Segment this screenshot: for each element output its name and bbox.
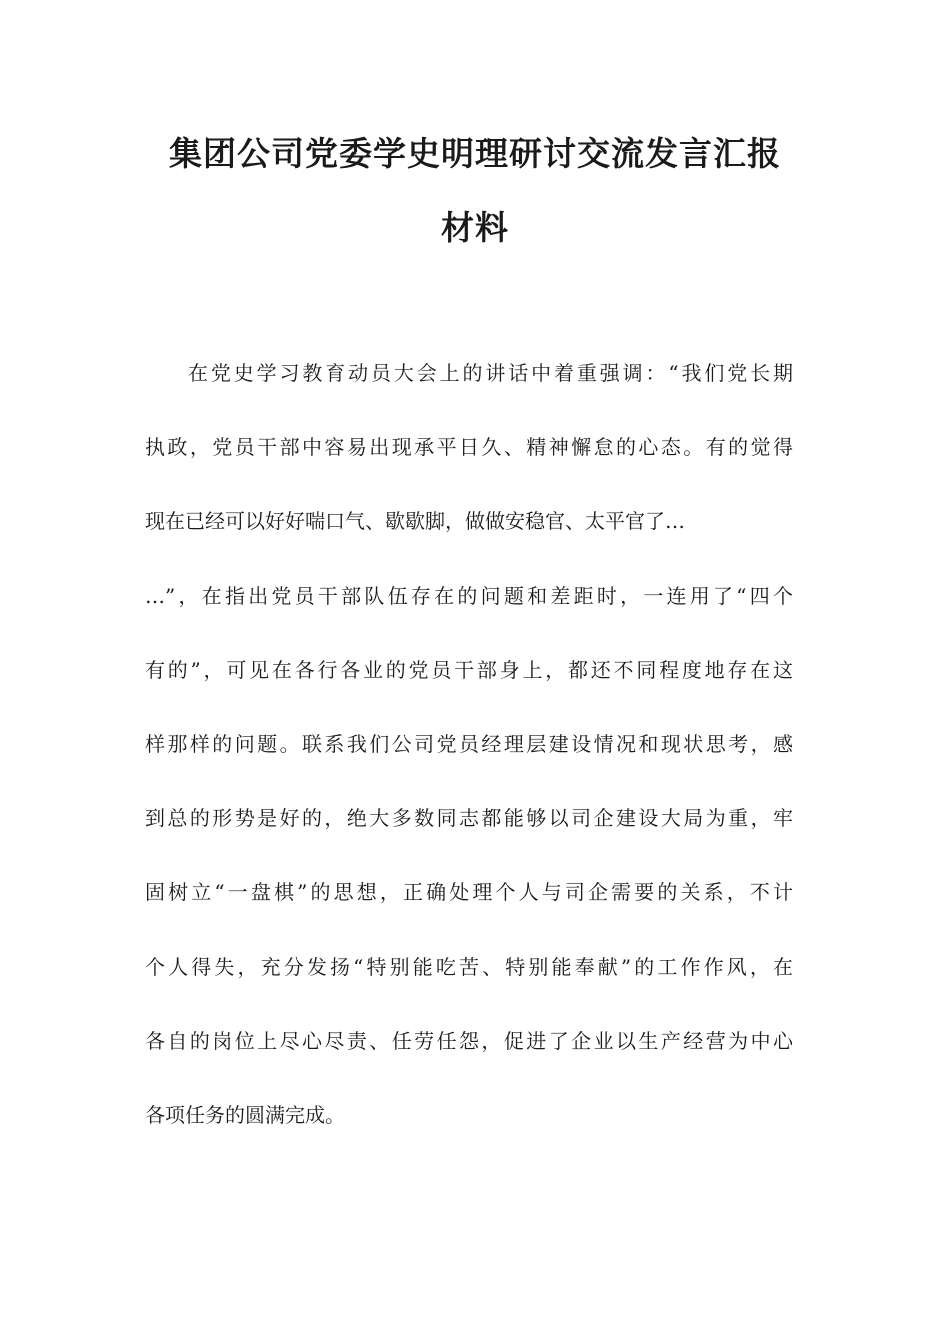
paragraph-line: 有的”，可见在各行各业的党员干部身上，都还不同程度地存在这 bbox=[145, 657, 793, 682]
title-line: 集团公司党委学史明理研讨交流发言汇报 bbox=[169, 134, 781, 173]
paragraph-line: 现在已经可以好好喘口气、歇歇脚，做做安稳官、太平官了… bbox=[145, 509, 685, 534]
paragraph-line: 各自的岗位上尽心尽责、任劳任怨，促进了企业以生产经营为中心 bbox=[145, 1028, 793, 1053]
paragraph-line: 样那样的问题。联系我们公司党员经理层建设情况和现状思考，感 bbox=[145, 732, 793, 757]
document-title bbox=[145, 117, 805, 265]
paragraph-line: 执政，党员干部中容易出现承平日久、精神懈怠的心态。有的觉得 bbox=[145, 435, 793, 460]
paragraph-line: 固树立“一盘棋”的思想，正确处理个人与司企需要的关系，不计 bbox=[145, 880, 793, 905]
body-paragraph bbox=[145, 336, 793, 1152]
title-line: 材料 bbox=[441, 208, 509, 247]
paragraph-line: 个人得失，充分发扬“特别能吃苦、特别能奉献”的工作作风，在 bbox=[145, 954, 793, 979]
paragraph-line: 在党史学习教育动员大会上的讲话中着重强调：“我们党长期 bbox=[188, 361, 793, 385]
paragraph-line: 到总的形势是好的，绝大多数同志都能够以司企建设大局为重，牢 bbox=[145, 806, 793, 831]
paragraph-line: …”，在指出党员干部队伍存在的问题和差距时，一连用了“四个 bbox=[145, 583, 793, 608]
paragraph-line: 各项任务的圆满完成。 bbox=[145, 1103, 345, 1128]
